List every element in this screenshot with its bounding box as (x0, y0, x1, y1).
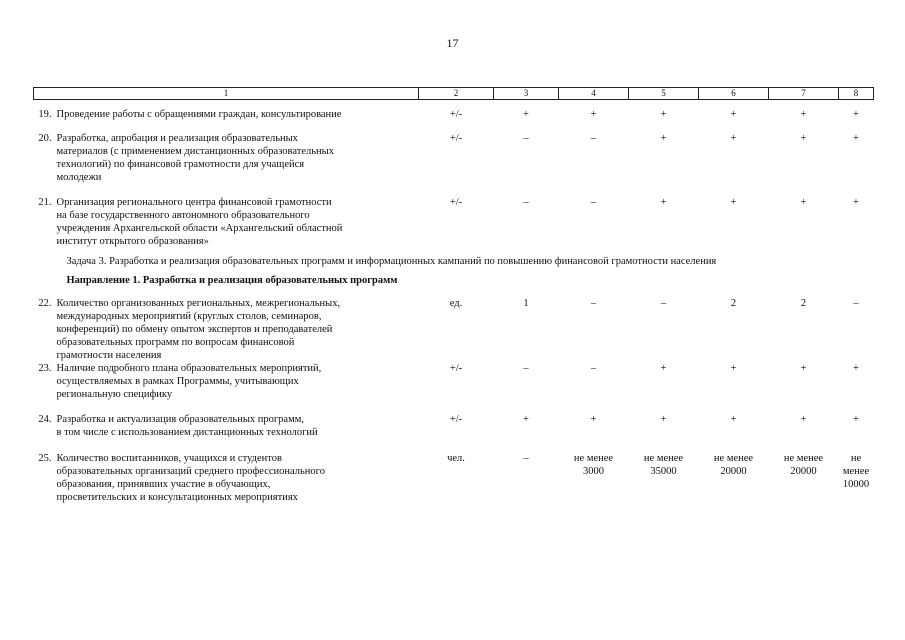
value-text: + (800, 363, 807, 374)
value-cell (699, 452, 769, 504)
table-body-section-2 (34, 297, 874, 504)
value-cell (699, 362, 769, 401)
value-cell (699, 132, 769, 184)
table-row (34, 452, 874, 504)
indicator-name-line: образовательных программ по вопросам финансовой (56, 337, 295, 348)
value-text: + (660, 109, 667, 120)
table-row (34, 362, 874, 401)
row-number: 20. (38, 133, 52, 144)
indicator-name-line: технологий) по финансовой грамотности для учащейся (56, 159, 305, 170)
indicator-name-line: материалов (с применением дистанционных образовательных (56, 146, 334, 157)
task-heading: Задача 3. Разработка и реализация образовательных программ и информационных кампаний по повышению финансовой грамотности населения (66, 256, 717, 267)
value-cell (494, 297, 559, 362)
indicator-name-line: международных мероприятий (круглых столов, семинаров, (56, 311, 322, 322)
value-text: + (853, 414, 859, 425)
unit-cell: +/- (449, 109, 463, 120)
value-text: + (730, 133, 737, 144)
value-text: + (730, 363, 737, 374)
indicator-name (56, 452, 419, 504)
value-cell (629, 452, 699, 504)
indicator-name-line: Разработка и актуализация образовательных программ, (56, 414, 304, 425)
value-text: 2 (730, 298, 737, 309)
value-text: не менее (643, 453, 684, 464)
value-cell (699, 413, 769, 439)
value-text: + (523, 414, 529, 425)
value-cell (769, 196, 839, 248)
value-cell (769, 132, 839, 184)
value-cell (769, 452, 839, 504)
table-row (34, 132, 874, 184)
indicator-name (56, 108, 419, 121)
value-text: + (800, 197, 807, 208)
value-text: – (853, 298, 859, 309)
indicator-name-line: Количество воспитанников, учащихся и студентов (56, 453, 282, 464)
direction-row (34, 274, 874, 287)
table-row (34, 196, 874, 248)
value-cell (769, 413, 839, 439)
value-cell (629, 196, 699, 248)
header-cell: 5 (629, 88, 699, 100)
value-cell (559, 297, 629, 362)
value-text: 20000 (720, 466, 747, 477)
value-text: 3000 (583, 466, 604, 477)
page-number: 17 (446, 36, 459, 50)
value-text: + (523, 109, 529, 120)
value-cell (839, 108, 874, 121)
indicator-name-line: молодежи (56, 172, 102, 183)
value-cell (839, 297, 874, 362)
indicator-name-line: учреждения Архангельской области «Архангельский областной (56, 223, 343, 234)
value-text: – (523, 197, 529, 208)
value-cell (699, 196, 769, 248)
indicator-name (56, 413, 419, 439)
value-cell (839, 452, 874, 504)
value-text: 10000 (842, 479, 870, 490)
value-text: 2 (800, 298, 807, 309)
indicator-name-line: осуществляемых в рамках Программы, учитывающих (56, 376, 299, 387)
value-cell (494, 452, 559, 504)
value-text: – (590, 197, 597, 208)
indicator-name (56, 132, 419, 184)
value-text: + (730, 414, 737, 425)
indicator-name-line: Разработка, апробация и реализация образовательных (56, 133, 298, 144)
value-text: не менее (713, 453, 754, 464)
value-cell (559, 413, 629, 439)
value-text: – (590, 133, 597, 144)
value-text: не менее (783, 453, 824, 464)
value-text: + (853, 363, 859, 374)
header-cell: 4 (559, 88, 629, 100)
table-body-section-1 (34, 100, 874, 249)
row-number: 21. (38, 197, 52, 208)
value-text: + (800, 109, 807, 120)
value-cell (559, 362, 629, 401)
table-row (34, 297, 874, 362)
value-text: + (590, 109, 597, 120)
indicator-name-line: на базе государственного автономного образовательного (56, 210, 310, 221)
value-text: + (660, 197, 667, 208)
unit-cell: +/- (449, 414, 463, 425)
value-cell (769, 297, 839, 362)
value-text: + (853, 133, 859, 144)
indicator-name-line: Наличие подробного плана образовательных мероприятий, (56, 363, 322, 374)
value-text: + (590, 414, 597, 425)
value-text: + (853, 109, 859, 120)
indicator-name-line: конференций) по обмену опытом экспертов и преподавателей (56, 324, 333, 335)
value-text: 1 (523, 298, 529, 309)
value-cell (839, 413, 874, 439)
row-number: 22. (38, 298, 52, 309)
value-cell (559, 132, 629, 184)
value-cell (699, 297, 769, 362)
value-cell (559, 108, 629, 121)
indicator-name-line: Количество организованных региональных, межрегиональных, (56, 298, 341, 309)
value-cell (629, 132, 699, 184)
value-text: – (523, 453, 529, 464)
value-text: 35000 (650, 466, 677, 477)
value-cell (494, 196, 559, 248)
value-cell (494, 132, 559, 184)
unit-cell: +/- (449, 133, 463, 144)
header-cell: 7 (769, 88, 839, 100)
header-cell: 6 (699, 88, 769, 100)
value-cell (629, 413, 699, 439)
value-text: + (853, 197, 859, 208)
value-text: + (730, 109, 737, 120)
value-text: + (730, 197, 737, 208)
value-cell (629, 297, 699, 362)
value-cell (629, 362, 699, 401)
value-cell (559, 452, 629, 504)
value-text: 20000 (790, 466, 817, 477)
unit-cell: ед. (449, 298, 463, 309)
unit-cell: чел. (447, 453, 465, 464)
indicator-name-line: образовательных организаций среднего профессионального (56, 466, 325, 477)
row-number: 23. (38, 363, 52, 374)
indicator-name (56, 297, 419, 362)
indicator-name (56, 362, 419, 401)
row-number: 25. (38, 453, 52, 464)
table-header-row (34, 88, 874, 100)
value-text: + (660, 363, 667, 374)
indicator-name-line: Проведение работы с обращениями граждан, консультирование (56, 109, 342, 120)
value-text: – (523, 363, 529, 374)
value-text: + (660, 414, 667, 425)
value-cell (559, 196, 629, 248)
value-cell (494, 362, 559, 401)
indicator-name-line: Организация регионального центра финансовой грамотности (56, 197, 332, 208)
value-text: – (590, 363, 597, 374)
unit-cell: +/- (449, 363, 463, 374)
value-cell (629, 108, 699, 121)
value-text: – (660, 298, 667, 309)
value-text: не менее (573, 453, 614, 464)
table-body-task (34, 248, 874, 297)
indicator-name-line: региональную специфику (56, 389, 173, 400)
indicator-name-line: грамотности населения (56, 350, 162, 361)
row-number: 24. (38, 414, 52, 425)
header-cell: 1 (34, 88, 419, 100)
indicator-name-line: просветительских и консультационных мероприятиях (56, 492, 298, 503)
header-cell: 8 (839, 88, 874, 100)
indicator-name (56, 196, 419, 248)
value-text: – (590, 298, 597, 309)
indicator-name-line: в том числе с использованием дистанционных технологий (56, 427, 318, 438)
direction-heading: Направление 1. Разработка и реализация образовательных программ (66, 275, 398, 286)
task-row (34, 255, 874, 268)
value-text: + (660, 133, 667, 144)
value-cell (494, 413, 559, 439)
table-row (34, 108, 874, 121)
value-text: не менее (842, 453, 870, 477)
indicator-name-line: образования, принявших участие в обучающих, (56, 479, 271, 490)
value-text: – (523, 133, 529, 144)
value-cell (839, 362, 874, 401)
value-text: + (800, 414, 807, 425)
unit-cell: +/- (449, 197, 463, 208)
value-cell (769, 108, 839, 121)
table-row (34, 413, 874, 439)
indicators-table (33, 87, 874, 504)
value-cell (839, 196, 874, 248)
indicator-name-line: институт открытого образования» (56, 236, 209, 247)
header-cell: 3 (494, 88, 559, 100)
row-number: 19. (38, 109, 52, 120)
value-text: + (800, 133, 807, 144)
value-cell (769, 362, 839, 401)
value-cell (494, 108, 559, 121)
value-cell (839, 132, 874, 184)
value-cell (699, 108, 769, 121)
header-cell: 2 (419, 88, 494, 100)
